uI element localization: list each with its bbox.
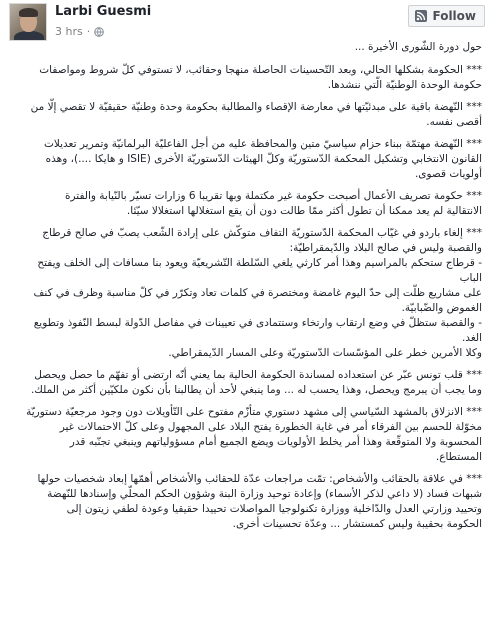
author-avatar[interactable] [9,3,47,41]
follow-button[interactable] [408,5,485,27]
post-paragraph: *** النّهضة باقية على مبدئيّتها في معارضة الإقصاء والمطالبة بحكومة وحدة وطنيّة حقيقيّة لا تقصي إلّا من أقصى نفسه. [30,101,482,128]
post-meta [55,25,104,38]
rss-icon [415,10,427,22]
post-header [0,0,497,40]
post-paragraph: *** في علاقة بالحقائب والأشخاص: تمّت مراجعات عدّة للحقائب والأشخاص أهمّها إبعاد شخصيات حولها شبهات فساد (لا داعي لذكر الأسماء) وإعادة توحيد وزارة البنة وشؤون الحكم المحلّي وإسنادها للنّهضة وتحييد وزارتي العدل والدّاخلية ووزارة تكنولوجيا المواصلات تحييدا حقيقيا وعودة لطفي زيتون إلى الحكومة بحقيبة وليس كمستشار ... وعدّة تحسينات أخرى. [37,473,482,530]
post-paragraph: *** قلب تونس عبّر عن استعداده لمساندة الحكومة الحالية بما يعني أنّه ارتضى أو تفهّم ما حصل ويحصل وما يجب أن يبرمج ويحصل، وهذا يحسب له ... وما ينبغي لأحد أن يطالبنا بأن نكون ملكيّين أكثر من الملك. [30,369,482,396]
avatar-hair [19,8,38,17]
post-intro: حول دورة الشّورى الأخيرة ... [354,41,482,53]
post-body [16,40,482,539]
post-timestamp[interactable]: 3 hrs [55,25,83,38]
post-paragraph: *** الحكومة بشكلها الحالي، وبعد التّحسينات الحاصلة منهجا وحقائب، لا تستوفي كلّ شروط ومواصفات حكومة الوحدة الوطنيّة الّتي ننشدها. [39,64,482,91]
post-paragraph: *** حكومة تصريف الأعمال أصبحت حكومة غير مكتملة وبها تقريبا 6 وزارات تسيّر بالنّيابة والفترة الانتقالية لم يعد ممكنا أن تطول أكثر ممّا طالت دون أن يقع استغلالها استغلالا سيّئا. [65,190,482,217]
post-paragraph: *** النّهضة مهتمّة ببناء حزام سياسيّ متين والمحافظة عليه من أجل الفاعليّة البرلمانيّة وتمرير تعديلات القانون الانتخابي وتشكيل المحكمة الدّستوريّة وكلّ الهيئات الدّستوريّة الأخرى (ISIE و هايكا ....)، وهذه أولويات قصوى. [43,138,482,180]
post-paragraph: *** الانزلاق بالمشهد السّياسي إلى مشهد دستوري متأزّم مفتوح على التّأويلات دون وجود مرجعيّة دستوريّة مخوّلة للحسم بين الفرقاء أمر في غاية الخطورة يفتح البلاد على المجهول وعلى كلّ الاحتمالات غير المحسوبة ولا المتوقّعة وهذا أمر يخلط الأولويات ويضع الجميع أمام مسؤولياتهم وينبغي تجنّبه قدر المستطاع. [26,406,482,463]
follow-label: Follow [432,9,476,23]
meta-separator: · [86,25,91,38]
globe-icon[interactable] [94,27,104,37]
author-name[interactable]: Larbi Guesmi [55,4,152,19]
post-paragraph: *** إلغاء باردو في غيّاب المحكمة الدّستوريّة التفاف متوكّش على إرادة الشّعب يصبّ في صالح قرطاج والقصبة وليس في صالح البلاد والدّيمقراطيّة: - قرطاج ستحكم بالمراسيم وهذا أمر كارثي يلغي السّلطة التّشريعيّة ويعود بنا مسافات إلى الخلف ويفتح الباب على مشاريع ظلّت إلى حدّ اليوم غامضة ومختصرة في كلمات تعاد وتكرّر في كلّ مناسبة وظرف في كنف الغموض والضّبابيّة. - والقصبة ستظلّ في وضع ارتقاب وارتخاء وستتمادى في تعيينات في مفاصل الدّولة لبسط النّفوذ وتطويع الغد. وكلا الأمرين خطر على المؤسّسات الدّستوريّة وعلى المسار الدّيمقراطي. [33,227,482,359]
